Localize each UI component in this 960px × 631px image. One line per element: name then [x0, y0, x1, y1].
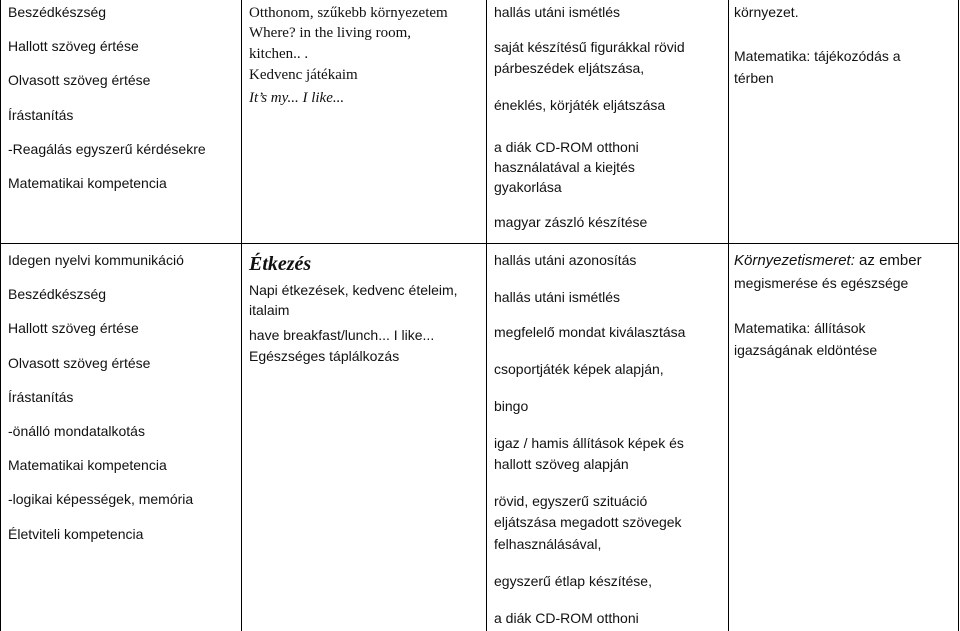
activity-text: hallás utáni ismétlés	[494, 4, 621, 20]
competency-text: Életviteli kompetencia	[8, 526, 144, 542]
competency-text: -Reagálás egyszerű kérdésekre	[8, 141, 206, 157]
topic-text: italaim	[249, 302, 290, 318]
activity-text: gyakorlása	[494, 179, 562, 195]
activity-text: igaz / hamis állítások képek és	[494, 435, 684, 451]
competency-text: Beszédkészség	[8, 286, 107, 302]
activity-text: saját készítésű figurákkal rövid	[494, 39, 685, 55]
top-row-connections-cell	[728, 0, 958, 243]
activity-text: eljátszása megadott szövegek	[494, 514, 682, 530]
connection-text: környezet.	[734, 4, 799, 20]
connection-text: Matematika: tájékozódás a	[734, 48, 901, 64]
bottom-row-competencies-cell	[0, 244, 241, 631]
competency-text: Beszédkészség	[8, 4, 107, 20]
connection-text: igazságának eldöntése	[734, 342, 878, 358]
activity-text: a diák CD-ROM otthoni	[494, 610, 639, 626]
connection-line	[734, 252, 922, 270]
activity-text: bingo	[494, 398, 529, 414]
bottom-row-connections-cell	[728, 244, 958, 631]
competency-text: Matematikai kompetencia	[8, 175, 167, 191]
competency-text: Olvasott szöveg értése	[8, 72, 151, 88]
top-row-topic-cell	[241, 0, 486, 243]
activity-text: párbeszédek eljátszása,	[494, 60, 645, 76]
activity-text: hallott szöveg alapján	[494, 456, 629, 472]
topic-text: have breakfast/lunch... I like...	[249, 327, 435, 343]
topic-text: It’s my... I like...	[249, 90, 345, 106]
topic-text: Napi étkezések, kedvenc ételeim,	[249, 282, 458, 298]
competency-text: Írástanítás	[8, 107, 74, 123]
activity-text: rövid, egyszerű szituáció	[494, 493, 648, 509]
activity-text: hallás utáni azonosítás	[494, 252, 637, 268]
competency-text: Írástanítás	[8, 389, 74, 405]
connection-text: az ember	[854, 252, 922, 269]
activity-text: éneklés, körjáték eljátszása	[494, 97, 666, 113]
competency-text: -önálló mondatalkotás	[8, 423, 145, 439]
bottom-row-activities-cell	[486, 244, 728, 631]
competency-text: -logikai képességek, memória	[8, 491, 194, 507]
table-right-border	[958, 0, 959, 631]
top-row-activities-cell	[486, 0, 728, 243]
competency-text: Matematikai kompetencia	[8, 457, 167, 473]
competency-text: Hallott szöveg értése	[8, 320, 139, 336]
activity-text: felhasználásával,	[494, 536, 602, 552]
activity-text: hallás utáni ismétlés	[494, 289, 621, 305]
topic-text: Where? in the living room,	[249, 25, 412, 41]
competency-text: Hallott szöveg értése	[8, 38, 139, 54]
activity-text: magyar zászló készítése	[494, 214, 648, 230]
connection-subject-label: Környezetismeret:	[734, 252, 855, 269]
topic-text: Kedvenc játékaim	[249, 67, 358, 83]
topic-heading: Étkezés	[249, 253, 312, 275]
competency-text: Idegen nyelvi kommunikáció	[8, 252, 184, 268]
activity-text: megfelelő mondat kiválasztása	[494, 324, 686, 340]
bottom-row-topic-cell	[241, 244, 486, 631]
connection-text: megismerése és egészsége	[734, 275, 909, 291]
connection-text: térben	[734, 70, 774, 86]
connection-text: Matematika: állítások	[734, 320, 866, 336]
topic-text: Otthonom, szűkebb környezetem	[249, 5, 448, 21]
activity-text: egyszerű étlap készítése,	[494, 573, 652, 589]
top-row-competencies-cell	[0, 0, 241, 243]
competency-text: Olvasott szöveg értése	[8, 355, 151, 371]
activity-text: használatával a kiejtés	[494, 159, 635, 175]
activity-text: a diák CD-ROM otthoni	[494, 139, 639, 155]
topic-text: kitchen.. .	[249, 46, 309, 62]
activity-text: csoportjáték képek alapján,	[494, 361, 664, 377]
topic-text: Egészséges táplálkozás	[249, 348, 400, 364]
